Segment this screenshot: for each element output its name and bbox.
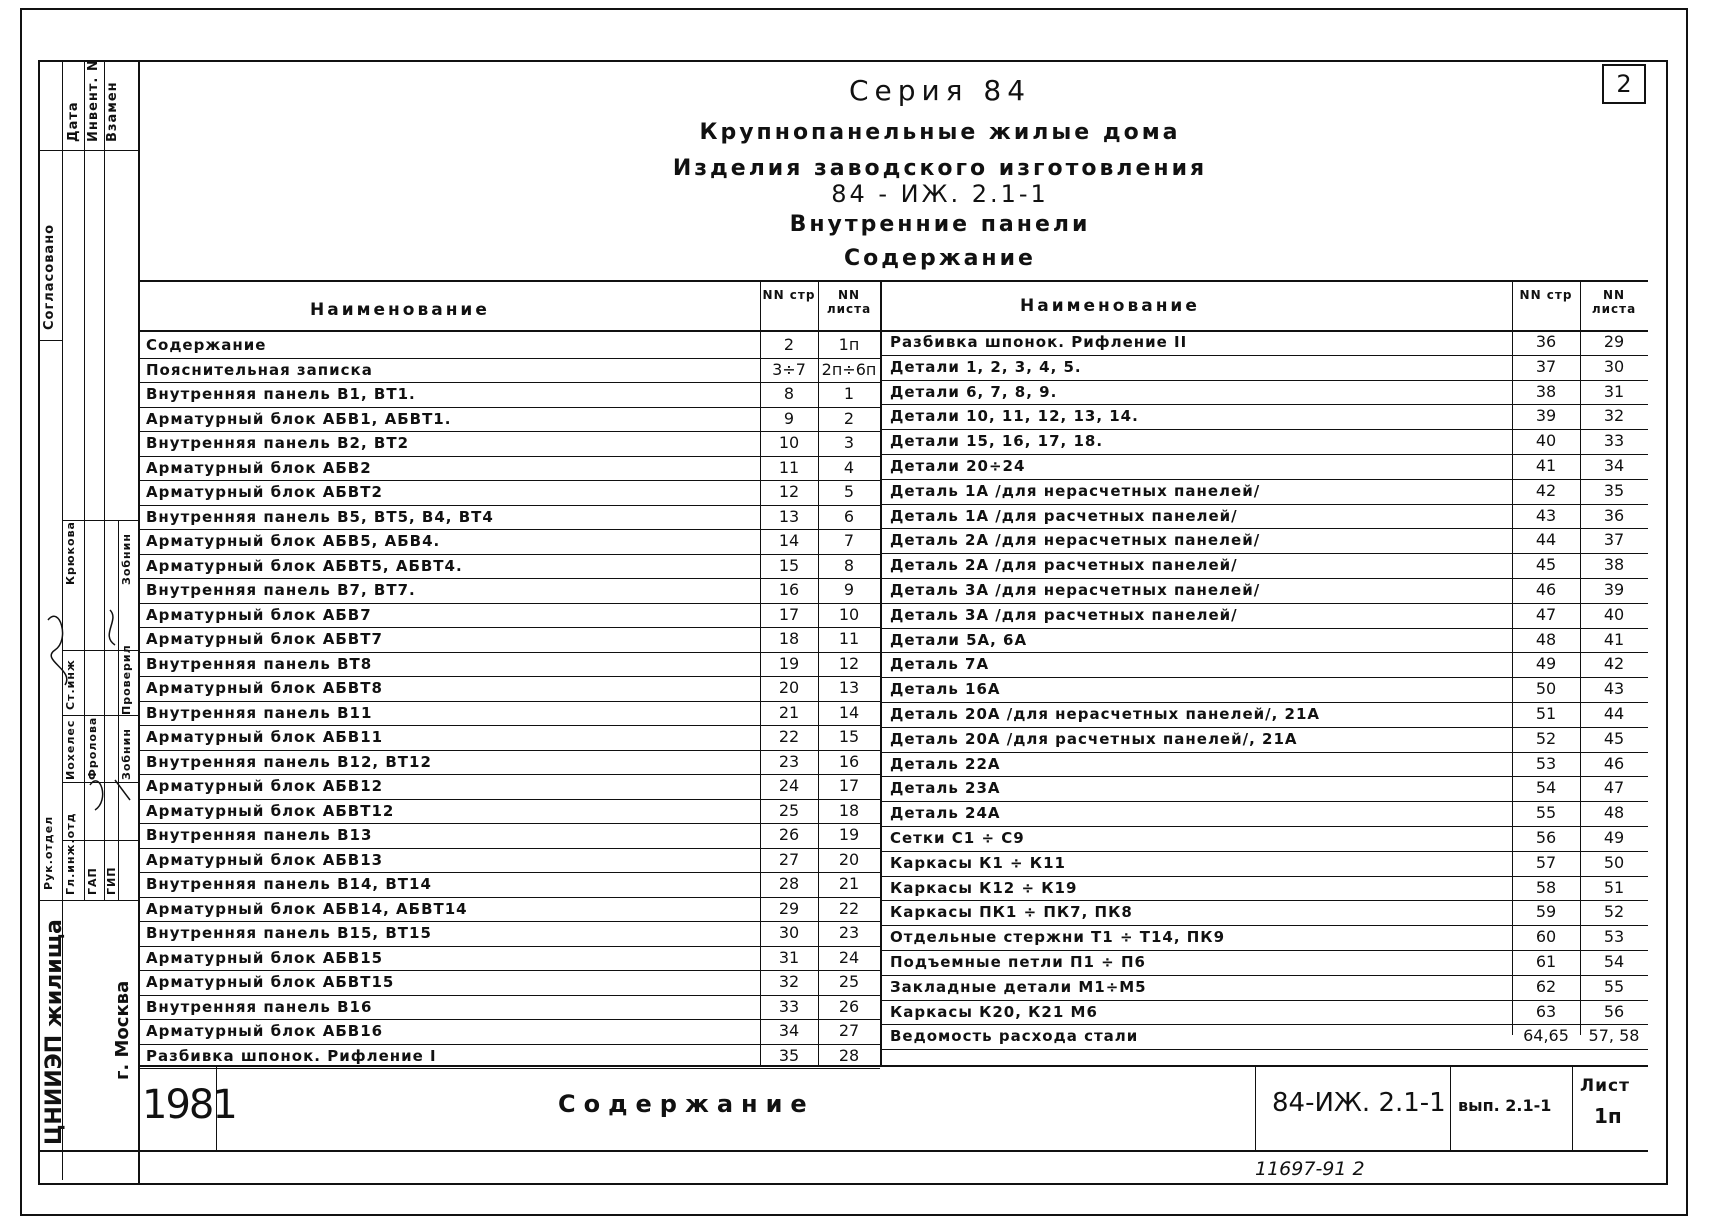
row-divider (880, 578, 1648, 579)
stamp-issue: вып. 2.1-1 (1458, 1096, 1552, 1115)
row-name: Деталь 1А /для расчетных панелей/ (890, 506, 1238, 525)
row-page: 49 (1535, 654, 1557, 674)
row-divider (138, 431, 880, 432)
row-name: Детали 20÷24 (890, 457, 1026, 475)
row-sheet: 46 (1603, 753, 1625, 773)
row-sheet: 11 (838, 629, 860, 648)
row-page: 16 (778, 580, 800, 599)
row-divider (880, 454, 1648, 455)
row-page: 41 (1535, 456, 1557, 475)
row-name: Арматурный блок АБВТ12 (146, 801, 395, 820)
row-name: Внутренняя панель В11 (146, 703, 373, 722)
row-sheet: 36 (1603, 505, 1625, 525)
role-gap: ГАП (86, 867, 99, 895)
row-divider (880, 528, 1648, 529)
stamp-year: 1981 (142, 1082, 236, 1128)
row-sheet: 17 (838, 776, 860, 795)
row-divider (880, 652, 1648, 653)
row-name: Арматурный блок АБВ5, АБВ4. (146, 532, 441, 550)
row-divider (138, 505, 880, 506)
row-sheet: 41 (1603, 629, 1625, 649)
row-divider (880, 801, 1648, 802)
role-checked: Проверил (120, 644, 133, 715)
org-line1: ЦНИИЭП жилища (42, 919, 67, 1145)
row-name: Арматурный блок АБВ15 (146, 948, 384, 967)
row-sheet: 10 (838, 604, 860, 624)
col-sheet-left: NN листа (826, 288, 872, 316)
row-sheet: 55 (1603, 976, 1625, 996)
row-page: 39 (1535, 406, 1557, 426)
row-sheet: 2п÷6п (821, 359, 877, 379)
row-name: Детали 15, 16, 17, 18. (890, 432, 1104, 451)
row-sheet: 50 (1603, 852, 1625, 872)
row-divider (138, 848, 880, 849)
date-label: Дата (66, 101, 81, 142)
row-page: 20 (778, 678, 800, 697)
row-name: Внутренняя панель В1, ВТ1. (146, 385, 416, 403)
row-divider (880, 628, 1648, 629)
row-page: 17 (778, 604, 800, 624)
row-page: 61 (1535, 952, 1557, 971)
row-sheet: 47 (1603, 778, 1625, 798)
row-divider (138, 1068, 880, 1069)
row-sheet: 8 (843, 555, 855, 575)
row-page: 35 (778, 1045, 800, 1065)
row-name: Содержание (146, 336, 267, 354)
row-divider (138, 725, 880, 726)
row-name: Деталь 16А (890, 680, 1001, 699)
row-name: Отдельные стержни Т1 ÷ Т14, ПК9 (890, 928, 1226, 947)
row-divider (880, 925, 1648, 926)
header-line3: Внутренние панели (789, 212, 1091, 237)
row-name: Каркасы К20, К21 М6 (890, 1002, 1098, 1021)
row-sheet: 49 (1603, 828, 1625, 847)
row-divider (880, 727, 1648, 728)
row-divider (880, 752, 1648, 753)
row-sheet: 38 (1603, 555, 1625, 575)
row-page: 54 (1535, 778, 1557, 798)
row-sheet: 40 (1603, 604, 1625, 624)
row-divider (880, 603, 1648, 604)
row-page: 57 (1535, 852, 1557, 872)
row-sheet: 9 (843, 580, 855, 599)
row-page: 33 (778, 996, 800, 1016)
row-name: Деталь 22А (890, 754, 1001, 773)
row-sheet: 29 (1603, 332, 1625, 351)
row-sheet: 53 (1603, 927, 1625, 947)
row-divider (138, 970, 880, 971)
row-page: 3÷7 (772, 359, 806, 379)
row-name: Сетки С1 ÷ С9 (890, 829, 1025, 847)
row-sheet: 5 (843, 482, 855, 501)
row-divider (880, 479, 1648, 480)
col-page-right: NN стр (1519, 288, 1573, 302)
row-page: 37 (1535, 356, 1557, 376)
row-divider (880, 702, 1648, 703)
row-name: Арматурный блок АБВ14, АБВТ14 (146, 899, 468, 918)
row-name: Арматурный блок АБВ1, АБВТ1. (146, 409, 452, 428)
header-line4: Содержание (844, 246, 1036, 271)
col-sheet-right: NN листа (1591, 288, 1637, 316)
row-name: Арматурный блок АБВ16 (146, 1022, 384, 1040)
row-page: 29 (778, 898, 800, 918)
org-city: г. Москва (112, 980, 133, 1080)
agreed-label: Согласовано (42, 223, 57, 330)
row-divider (138, 921, 880, 922)
row-sheet: 23 (838, 923, 860, 942)
row-page: 40 (1535, 431, 1557, 451)
row-page: 51 (1535, 704, 1557, 723)
row-name: Детали 1, 2, 3, 4, 5. (890, 357, 1082, 376)
header-line1: Крупнопанельные жилые дома (699, 120, 1181, 145)
row-divider (138, 480, 880, 481)
row-page: 32 (778, 972, 800, 991)
row-page: 26 (778, 825, 800, 844)
row-divider (138, 456, 880, 457)
row-name: Внутренняя панель В5, ВТ5, В4, ВТ4 (146, 507, 494, 526)
row-name: Детали 6, 7, 8, 9. (890, 382, 1058, 401)
row-divider (138, 799, 880, 800)
row-page: 30 (778, 923, 800, 942)
row-page: 19 (778, 653, 800, 673)
row-sheet: 39 (1603, 580, 1625, 599)
row-name: Арматурный блок АБВ13 (146, 850, 384, 869)
row-sheet: 34 (1603, 456, 1625, 475)
row-sheet: 25 (838, 972, 860, 991)
row-name: Арматурный блок АБВТ5, АБВТ4. (146, 556, 463, 575)
row-name: Деталь 3А /для нерасчетных панелей/ (890, 581, 1261, 599)
row-sheet: 19 (838, 825, 860, 844)
row-divider (138, 995, 880, 996)
row-sheet: 7 (843, 531, 855, 550)
row-divider (138, 603, 880, 604)
row-sheet: 31 (1603, 381, 1625, 401)
inventory-label: Инвент. N (86, 59, 101, 142)
row-page: 38 (1535, 381, 1557, 401)
row-divider (880, 776, 1648, 777)
row-page: 44 (1535, 530, 1557, 550)
row-sheet: 4 (843, 457, 855, 477)
page-number-box (1602, 64, 1646, 104)
stamp-sheet-label: Лист (1580, 1076, 1630, 1096)
row-name: Закладные детали М1÷М5 (890, 977, 1147, 996)
row-name: Внутренняя панель В2, ВТ2 (146, 434, 410, 452)
role-gip: ГИП (105, 866, 118, 895)
row-page: 55 (1535, 803, 1557, 823)
row-name: Подъемные петли П1 ÷ П6 (890, 953, 1146, 971)
row-page: 9 (783, 408, 795, 428)
row-divider (880, 900, 1648, 901)
row-sheet: 6 (843, 506, 855, 526)
name-kryukova: Крюкова (64, 521, 77, 585)
row-divider (880, 1024, 1648, 1025)
row-sheet: 14 (838, 702, 860, 722)
row-name: Разбивка шпонок. Рифление I (146, 1046, 437, 1065)
row-page: 18 (778, 629, 800, 648)
row-divider (138, 946, 880, 947)
page-number: 2 (1616, 70, 1632, 98)
row-divider (138, 676, 880, 677)
row-divider (880, 404, 1648, 405)
row-page: 45 (1535, 555, 1557, 575)
col-name-right: Наименование (1020, 296, 1200, 316)
row-name: Ведомость расхода стали (890, 1027, 1139, 1046)
row-name: Каркасы К12 ÷ К19 (890, 878, 1078, 897)
row-name: Детали 5А, 6А (890, 630, 1028, 649)
row-page: 48 (1535, 629, 1557, 649)
row-sheet: 54 (1603, 952, 1625, 971)
row-divider (880, 380, 1648, 381)
row-name: Арматурный блок АБВТ7 (146, 630, 383, 648)
row-sheet: 16 (838, 751, 860, 771)
row-page: 13 (778, 506, 800, 526)
row-page: 24 (778, 776, 800, 795)
row-page: 14 (778, 531, 800, 550)
row-name: Деталь 2А /для нерасчетных панелей/ (890, 531, 1261, 550)
row-page: 31 (778, 947, 800, 967)
row-sheet: 37 (1603, 530, 1625, 550)
row-divider (138, 529, 880, 530)
row-divider (880, 677, 1648, 678)
row-divider (880, 355, 1648, 356)
row-sheet: 1 (843, 384, 855, 403)
row-page: 34 (778, 1021, 800, 1040)
row-divider (138, 382, 880, 383)
row-page: 22 (778, 727, 800, 746)
row-name: Арматурный блок АБВТ8 (146, 679, 383, 697)
stamp-title: Содержание (558, 1090, 815, 1118)
row-divider (880, 876, 1648, 877)
row-sheet: 45 (1603, 728, 1625, 748)
row-page: 8 (783, 384, 795, 403)
row-divider (138, 1019, 880, 1020)
row-page: 2 (783, 335, 795, 354)
row-page: 64,65 (1523, 1026, 1569, 1046)
row-page: 50 (1535, 679, 1557, 699)
row-sheet: 33 (1603, 431, 1625, 451)
row-name: Каркасы К1 ÷ К11 (890, 853, 1066, 872)
row-sheet: 20 (838, 849, 860, 869)
row-divider (138, 1044, 880, 1045)
row-divider (138, 823, 880, 824)
row-name: Арматурный блок АБВТ15 (146, 973, 395, 991)
row-page: 15 (778, 555, 800, 575)
row-sheet: 57, 58 (1588, 1026, 1640, 1046)
row-name: Деталь 1А /для нерасчетных панелей/ (890, 481, 1261, 500)
row-divider (138, 627, 880, 628)
row-name: Разбивка шпонок. Рифление II (890, 333, 1188, 351)
row-sheet: 1п (838, 335, 860, 354)
row-sheet: 51 (1603, 877, 1625, 897)
row-sheet: 43 (1603, 679, 1625, 699)
row-page: 47 (1535, 604, 1557, 624)
row-name: Арматурный блок АБВТ2 (146, 483, 383, 501)
row-page: 21 (778, 702, 800, 722)
row-page: 58 (1535, 877, 1557, 897)
row-page: 59 (1535, 902, 1557, 922)
row-name: Внутренняя панель В12, ВТ12 (146, 752, 432, 771)
row-sheet: 22 (838, 898, 860, 918)
row-sheet: 42 (1603, 654, 1625, 674)
row-name: Арматурный блок АБВ7 (146, 605, 372, 624)
row-name: Арматурный блок АБВ11 (146, 728, 384, 746)
row-divider (138, 897, 880, 898)
row-sheet: 28 (838, 1045, 860, 1065)
row-name: Арматурный блок АБВ12 (146, 777, 384, 795)
row-page: 10 (778, 433, 800, 452)
col-name-left: Наименование (310, 300, 490, 320)
row-page: 60 (1535, 927, 1557, 947)
row-name: Внутренняя панель В16 (146, 997, 373, 1016)
row-sheet: 32 (1603, 406, 1625, 426)
row-divider (880, 851, 1648, 852)
role-head: Рук.отдел (42, 815, 55, 890)
row-name: Пояснительная записка (146, 360, 373, 379)
row-divider (880, 429, 1648, 430)
row-page: 27 (778, 849, 800, 869)
row-page: 52 (1535, 728, 1557, 748)
name-frolova: Фролова (86, 716, 99, 780)
row-page: 36 (1535, 332, 1557, 351)
row-sheet: 35 (1603, 480, 1625, 500)
row-sheet: 24 (838, 947, 860, 967)
row-name: Каркасы ПК1 ÷ ПК7, ПК8 (890, 903, 1133, 922)
row-divider (138, 652, 880, 653)
row-divider (880, 1000, 1648, 1001)
row-name: Деталь 2А /для расчетных панелей/ (890, 556, 1238, 575)
row-sheet: 2 (843, 408, 855, 428)
row-name: Внутренняя панель В7, ВТ7. (146, 581, 416, 599)
stamp-sheet-value: 1п (1594, 1104, 1622, 1128)
row-sheet: 18 (838, 800, 860, 820)
row-divider (138, 554, 880, 555)
row-sheet: 3 (843, 433, 855, 452)
row-divider (138, 407, 880, 408)
row-name: Деталь 24А (890, 804, 1001, 823)
row-page: 25 (778, 800, 800, 820)
row-divider (138, 701, 880, 702)
series-title: Серия 84 (848, 74, 1032, 107)
header-line2: Изделия заводского изготовления (672, 156, 1208, 181)
row-divider (880, 1049, 1648, 1050)
row-divider (138, 578, 880, 579)
row-name: Внутренняя панель В14, ВТ14 (146, 875, 432, 893)
inventory-number: 11697-91 2 (1255, 1158, 1365, 1180)
signatures (40, 600, 138, 820)
row-divider (880, 826, 1648, 827)
row-sheet: 12 (838, 653, 860, 673)
row-sheet: 15 (838, 727, 860, 746)
row-name: Детали 10, 11, 12, 13, 14. (890, 407, 1139, 426)
row-page: 56 (1535, 828, 1557, 847)
row-sheet: 21 (838, 874, 860, 893)
row-divider (138, 872, 880, 873)
replace-label: Взамен (105, 81, 120, 142)
row-sheet: 52 (1603, 902, 1625, 922)
row-page: 23 (778, 751, 800, 771)
row-divider (138, 774, 880, 775)
row-name: Внутренняя панель ВТ8 (146, 654, 373, 673)
row-page: 12 (778, 482, 800, 501)
row-sheet: 48 (1603, 803, 1625, 823)
row-sheet: 13 (838, 678, 860, 697)
row-name: Арматурный блок АБВ2 (146, 458, 372, 477)
row-name: Деталь 23А (890, 779, 1001, 798)
row-page: 42 (1535, 480, 1557, 500)
row-name: Деталь 7А (890, 655, 990, 674)
row-name: Внутренняя панель В13 (146, 826, 373, 844)
row-divider (880, 553, 1648, 554)
col-page-left: NN стр (762, 288, 816, 302)
row-divider (880, 504, 1648, 505)
row-sheet: 56 (1603, 1001, 1625, 1021)
row-page: 11 (778, 457, 800, 477)
row-name: Деталь 20А /для расчетных панелей/, 21А (890, 729, 1298, 748)
row-sheet: 30 (1603, 356, 1625, 376)
role-chief-eng: Гл.инж.отд (64, 812, 77, 895)
stamp-code: 84-ИЖ. 2.1-1 (1272, 1088, 1446, 1118)
row-divider (880, 975, 1648, 976)
row-sheet: 44 (1603, 704, 1625, 723)
row-page: 46 (1535, 580, 1557, 599)
row-name: Деталь 3А /для расчетных панелей/ (890, 605, 1238, 624)
row-sheet: 26 (838, 996, 860, 1016)
row-page: 63 (1535, 1001, 1557, 1021)
row-divider (138, 358, 880, 359)
row-divider (880, 950, 1648, 951)
header-code: 84 - ИЖ. 2.1-1 (831, 180, 1049, 208)
name-zobnin-1: Зобнин (120, 728, 133, 780)
row-page: 43 (1535, 505, 1557, 525)
row-page: 53 (1535, 753, 1557, 773)
name-zobnin-2: Зобнин (120, 533, 133, 585)
row-sheet: 27 (838, 1021, 860, 1040)
row-page: 62 (1535, 976, 1557, 996)
name-iokheles: Иохелес (64, 719, 77, 780)
role-senior-eng: Ст.инж (64, 659, 77, 710)
row-divider (138, 750, 880, 751)
row-name: Деталь 20А /для нерасчетных панелей/, 21А (890, 705, 1321, 723)
row-name: Внутренняя панель В15, ВТ15 (146, 924, 432, 942)
row-page: 28 (778, 874, 800, 893)
